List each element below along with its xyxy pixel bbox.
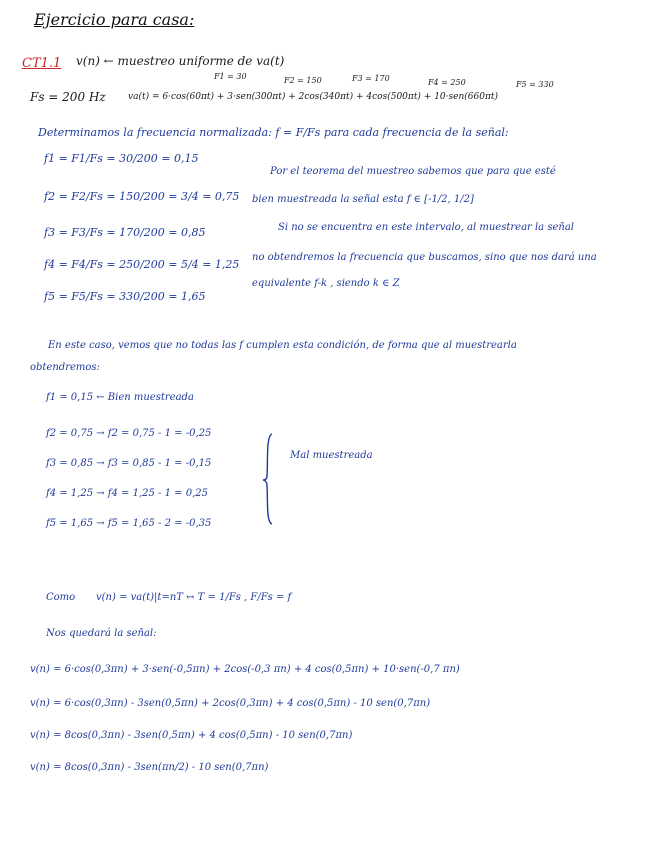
normalized-f5: f5 = F5/Fs = 330/200 = 1,65 — [44, 290, 206, 303]
theory-line-4: no obtendremos la frecuencia que buscamos, sino que nos dará una — [252, 252, 597, 263]
sampled-f4: f4 = 1,25 → f4 = 1,25 - 1 = 0,25 — [46, 488, 208, 499]
problem-statement: v(n) ← muestreo uniforme de va(t) — [76, 54, 285, 68]
freq-label-2: F2 = 150 — [284, 76, 322, 85]
case-line-2: obtendremos: — [30, 362, 100, 373]
normalize-intro: Determinamos la frecuencia normalizada: f = F/Fs para cada frecuencia de la señal: — [38, 126, 509, 139]
theory-line-3: Si no se encuentra en este intervalo, al muestrear la señal — [278, 222, 574, 233]
bad-sampled-label: Mal muestreada — [290, 450, 373, 461]
result-step-1: v(n) = 6·cos(0,3πn) + 3·sen(-0,5πn) + 2cos(-0,3 πn) + 4 cos(0,5πn) + 10·sen(-0,7 πn) — [30, 664, 460, 675]
sampling-relation: v(n) = va(t)|t=nT ↔ T = 1/Fs , F/Fs = f — [96, 592, 292, 603]
normalized-f3: f3 = F3/Fs = 170/200 = 0,85 — [44, 226, 206, 239]
normalized-f2: f2 = F2/Fs = 150/200 = 3/4 = 0,75 — [44, 190, 240, 203]
result-step-2: v(n) = 6·cos(0,3πn) - 3sen(0,5πn) + 2cos(0,3πn) + 4 cos(0,5πn) - 10 sen(0,7πn) — [30, 698, 431, 709]
result-step-3: v(n) = 8cos(0,3πn) - 3sen(0,5πn) + 4 cos(0,5πn) - 10 sen(0,7πn) — [30, 730, 353, 741]
normalized-f4: f4 = F4/Fs = 250/200 = 5/4 = 1,25 — [44, 258, 240, 271]
result-step-4: v(n) = 8cos(0,3πn) - 3sen(πn/2) - 10 sen(0,7πn) — [30, 762, 269, 773]
sampled-f5: f5 = 1,65 → f5 = 1,65 - 2 = -0,35 — [46, 518, 212, 529]
sampled-f2: f2 = 0,75 → f2 = 0,75 - 1 = -0,25 — [46, 428, 212, 439]
analog-signal: va(t) = 6·cos(60πt) + 3·sen(300πt) + 2cos(340πt) + 4cos(500πt) + 10·sen(660πt) — [128, 92, 498, 102]
freq-label-3: F3 = 170 — [352, 74, 390, 83]
case-line-1: En este caso, vemos que no todas las f cumplen esta condición, de forma que al muestrearla — [48, 340, 517, 351]
freq-label-5: F5 = 330 — [516, 80, 554, 89]
theory-line-2: bien muestreada la señal esta f ∈ [-1/2, 1/2] — [252, 194, 474, 205]
sampling-frequency: Fs = 200 Hz — [30, 90, 106, 104]
sampled-f1: f1 = 0,15 ← Bien muestreada — [46, 392, 194, 403]
freq-label-4: F4 = 250 — [428, 78, 466, 87]
page-title: Ejercicio para casa: — [34, 10, 195, 29]
freq-label-1: F1 = 30 — [214, 72, 247, 81]
result-intro: Nos quedará la señal: — [46, 628, 157, 639]
como-label: Como — [46, 592, 76, 603]
problem-id: CT1.1 — [22, 56, 62, 71]
sampled-f3: f3 = 0,85 → f3 = 0,85 - 1 = -0,15 — [46, 458, 212, 469]
curly-brace-icon — [262, 432, 276, 526]
theory-line-5: equivalente f-k , siendo k ∈ Z — [252, 278, 400, 289]
normalized-f1: f1 = F1/Fs = 30/200 = 0,15 — [44, 152, 199, 165]
theory-line-1: Por el teorema del muestreo sabemos que para que esté — [270, 166, 556, 177]
